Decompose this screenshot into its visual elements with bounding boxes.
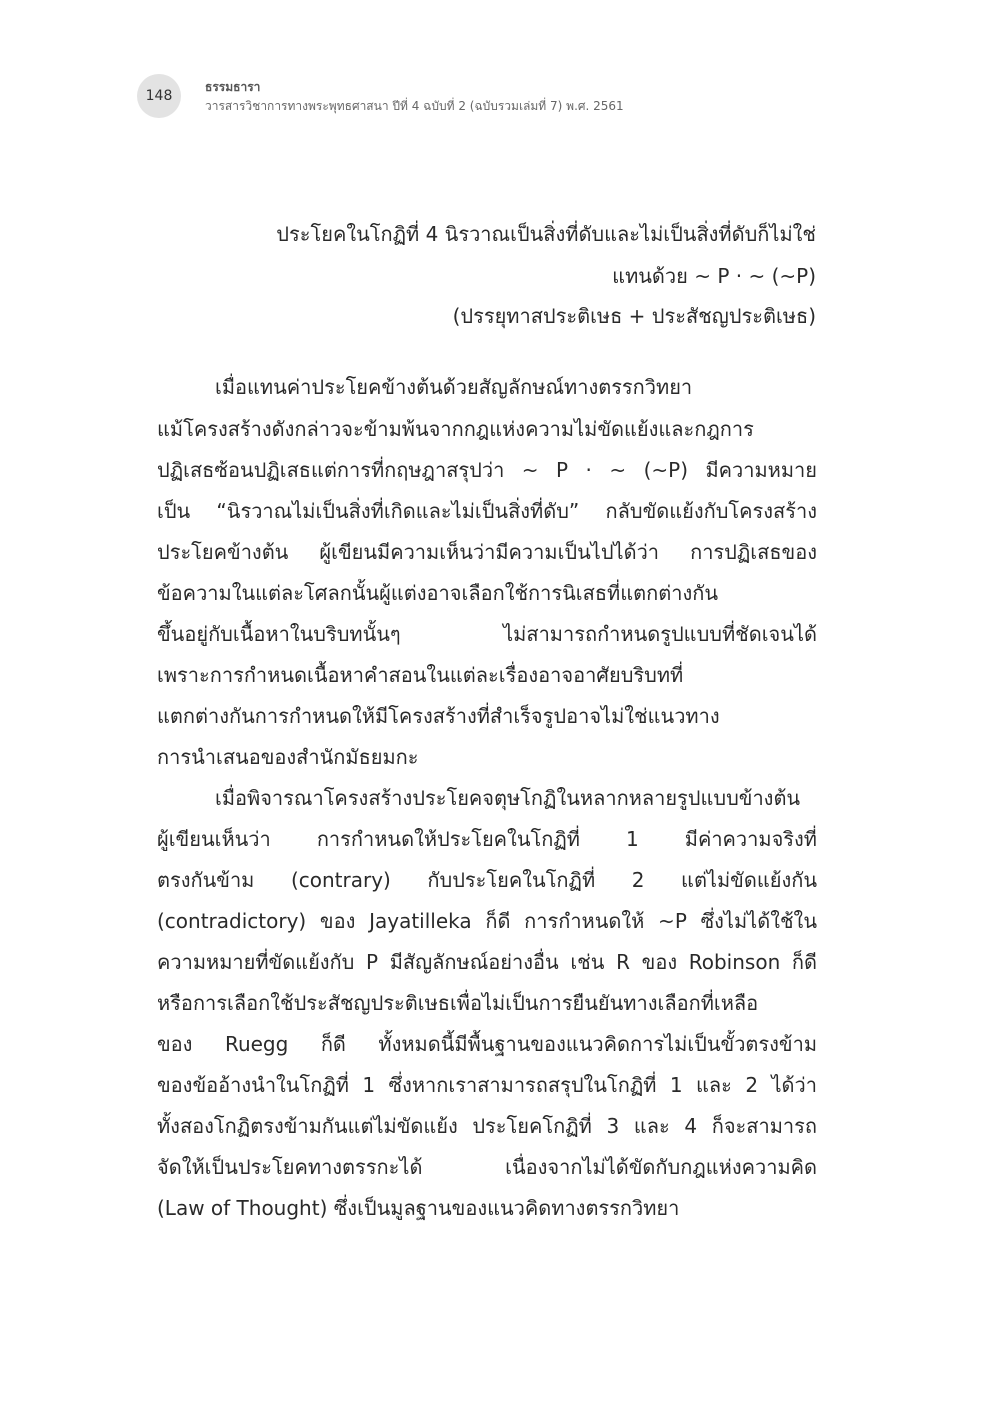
text-line: ข้อความในแต่ละโศลกนั้นผู้แต่งอาจเลือกใช้การนิเสธที่แตกต่างกัน xyxy=(157,581,718,605)
text-line: ของ Ruegg ก็ดี ทั้งหมดนี้มีพื้นฐานของแนวคิดการไม่เป็นขั้วตรงข้าม xyxy=(157,1032,817,1056)
text-line: เมื่อพิจารณาโครงสร้างประโยคจตุษโกฏิในหลากหลายรูปแบบข้างต้น xyxy=(215,786,801,810)
formula-line-3: (ปรรยุทาสประติเษธ + ประสัชญประติเษธ) xyxy=(452,304,816,328)
text-line: ขึ้นอยู่กับเนื้อหาในบริบทนั้นๆ ไม่สามารถกำหนดรูปแบบที่ชัดเจนได้ xyxy=(157,622,817,646)
text-line: เมื่อแทนค่าประโยคข้างต้นด้วยสัญลักษณ์ทางตรรกวิทยา xyxy=(215,375,693,399)
text-line: (contradictory) ของ Jayatilleka ก็ดี การกำหนดให้ ~P ซึ่งไม่ได้ใช้ใน xyxy=(157,909,817,933)
text-line: เป็น “นิรวาณไม่เป็นสิ่งที่เกิดและไม่เป็นสิ่งที่ดับ” กลับขัดแย้งกับโครงสร้าง xyxy=(157,499,817,523)
text-line: ผู้เขียนเห็นว่า การกำหนดให้ประโยคในโกฏิที่ 1 มีค่าความจริงที่ xyxy=(157,827,817,851)
text-line: การนำเสนอของสำนักมัธยมกะ xyxy=(157,745,419,769)
formula-line-2: แทนด้วย ~ P · ~ (~P) xyxy=(612,264,816,288)
text-line: ปฏิเสธซ้อนปฏิเสธแต่การที่กฤษฎาสรุปว่า ~ P · ~ (~P) มีความหมาย xyxy=(157,458,817,482)
text-line: ทั้งสองโกฏิตรงข้ามกันแต่ไม่ขัดแย้ง ประโยคโกฏิที่ 3 และ 4 ก็จะสามารถ xyxy=(157,1114,817,1138)
text-line: หรือการเลือกใช้ประสัชญประติเษธเพื่อไม่เป็นการยืนยันทางเลือกที่เหลือ xyxy=(157,991,759,1015)
text-line: ความหมายที่ขัดแย้งกับ P มีสัญลักษณ์อย่างอื่น เช่น R ของ Robinson ก็ดี xyxy=(157,950,817,974)
text-line: แตกต่างกันการกำหนดให้มีโครงสร้างที่สำเร็จรูปอาจไม่ใช่แนวทาง xyxy=(157,704,720,728)
journal-name: ธรรมธารา xyxy=(205,80,261,94)
page-number: 148 xyxy=(137,74,181,118)
text-line: ประโยคข้างต้น ผู้เขียนมีความเห็นว่ามีความเป็นไปได้ว่า การปฏิเสธของ xyxy=(157,540,817,564)
text-line: ตรงกันข้าม (contrary) กับประโยคในโกฏิที่ 2 แต่ไม่ขัดแย้งกัน xyxy=(157,868,817,892)
text-line: จัดให้เป็นประโยคทางตรรกะได้ เนื่องจากไม่ได้ขัดกับกฎแห่งความคิด xyxy=(157,1155,817,1179)
formula-line-1: ประโยคในโกฏิที่ 4 นิรวาณเป็นสิ่งที่ดับและไม่เป็นสิ่งที่ดับก็ไม่ใช่ xyxy=(276,222,816,246)
text-line: เพราะการกำหนดเนื้อหาคำสอนในแต่ละเรื่องอาจอาศัยบริบทที่ xyxy=(157,663,684,687)
text-line: แม้โครงสร้างดังกล่าวจะข้ามพ้นจากกฎแห่งความไม่ขัดแย้งและกฎการ xyxy=(157,417,754,441)
text-line: (Law of Thought) ซึ่งเป็นมูลฐานของแนวคิดทางตรรกวิทยา xyxy=(157,1196,680,1220)
text-line: ของข้ออ้างนำในโกฏิที่ 1 ซึ่งหากเราสามารถสรุปในโกฏิที่ 1 และ 2 ได้ว่า xyxy=(157,1073,817,1097)
journal-subtitle: วารสารวิชาการทางพระพุทธศาสนา ปีที่ 4 ฉบับที่ 2 (ฉบับรวมเล่มที่ 7) พ.ศ. 2561 xyxy=(205,99,624,113)
page-header xyxy=(137,70,837,120)
